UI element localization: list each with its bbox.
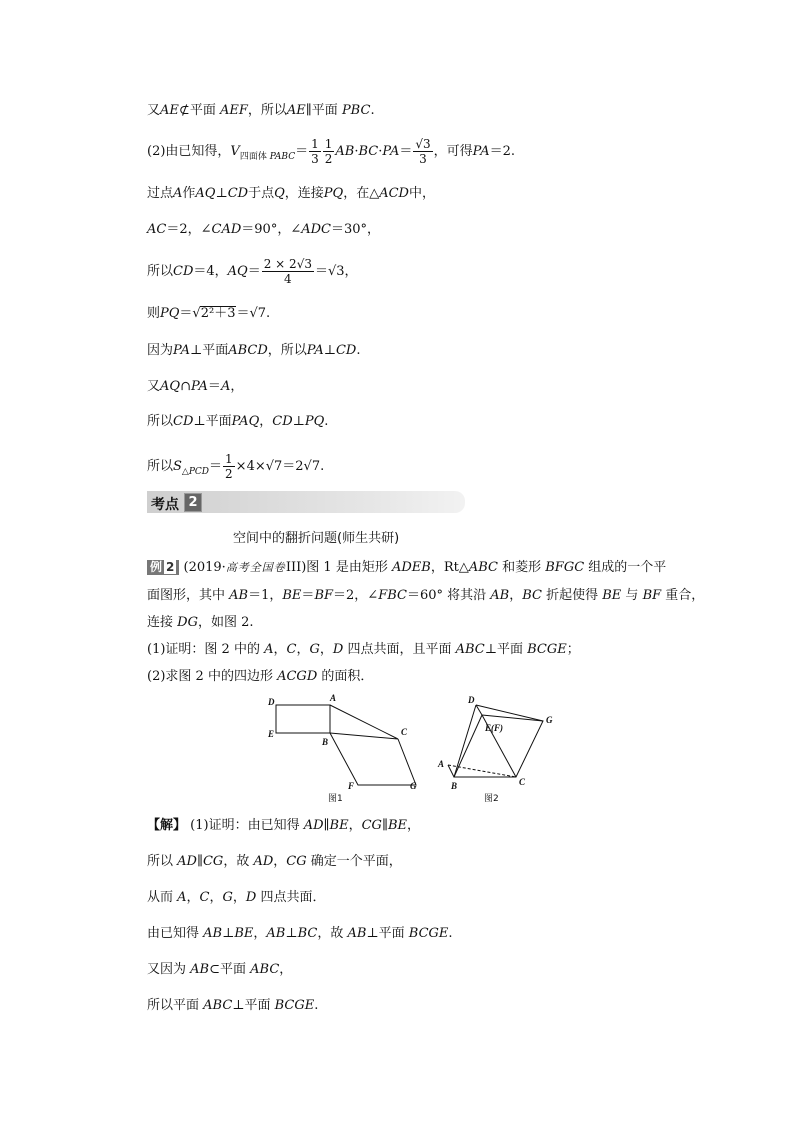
solution-line-5: 又因为 AB⊂平面 ABC， (147, 962, 293, 977)
fig1-label-a: A (330, 693, 337, 703)
fraction-aq: $\frac{2 \times 2√3}{4}$ (263, 257, 312, 286)
fraction-one-third: $\frac{1}{3}$ (311, 137, 319, 166)
figure-2 (448, 705, 543, 777)
fig2-label-ef: E(F) (485, 723, 503, 733)
solution-line-6: 所以平面 ABC⊥平面 BCGE. (147, 998, 319, 1013)
fig2-label-b: B (451, 781, 458, 791)
fig1-label-c: C (401, 727, 408, 737)
fig1-caption: 图1 (328, 794, 343, 804)
text-line-7: 因为PA⊥平面ABCD，所以PA⊥CD. (147, 343, 361, 358)
text-line-5: 所以CD＝4，AQ＝ $\frac{2 \times 2√3}{4}$ ＝√3， (147, 257, 358, 286)
text-line-9: 所以CD⊥平面PAQ，CD⊥PQ. (147, 414, 329, 429)
fig2-label-c: C (519, 777, 526, 787)
fig2-edge-e-g (482, 715, 543, 721)
example-line-1: 例 2 (2019·高考全国卷III)图 1 是由矩形 ADEB，Rt△ABC 和菱形 BFGC 组成的一个平 (147, 559, 666, 577)
solution-line-1: 【解】 (1)证明：由已知得 AD∥BE，CG∥BE， (147, 818, 421, 833)
kaodian-header-bar (147, 491, 465, 513)
example-line-2: 面图形，其中 AB＝1，BE＝BF＝2，∠FBC＝60° 将其沿 AB，BC 折起使得 BE 与 BF 重合， (147, 588, 705, 603)
text-line-2-volume: (2)由已知得，$V_{四面体 PABC}=$ $\frac{1}{3}$ $\frac{1}{2}$ AB·BC·PA＝ $\frac{√3}{3}$ ，可得PA＝2. (147, 137, 516, 166)
fig2-edge-a-b (448, 765, 454, 777)
fold-figures (258, 693, 558, 805)
solution-line-2: 所以 AD∥CG，故 AD，CG 确定一个平面， (147, 854, 402, 869)
text-line-4: AC＝2，∠CAD＝90°，∠ADC＝30°， (147, 222, 381, 237)
fig1-label-g: G (410, 781, 417, 791)
text-line-8: 又AQ∩PA＝A， (147, 379, 244, 394)
example-line-3: 连接 DG，如图 2. (147, 615, 254, 630)
fig2-label-g: G (546, 715, 553, 725)
fraction-one-half: $\frac{1}{2}$ (324, 137, 333, 166)
fig1-label-f: F (348, 781, 355, 791)
fig2-outer-hull (454, 705, 543, 777)
fig1-triangle-abc (330, 705, 398, 739)
fig1-rhombus-bfgc (330, 733, 416, 785)
fig2-label-d: D (468, 695, 475, 705)
fig1-label-b: B (322, 737, 329, 747)
fraction-one-half-area: $\frac{1}{2}$ (225, 452, 233, 481)
figure-1 (276, 705, 416, 785)
fig1-label-d: D (268, 697, 275, 707)
fig2-label-a: A (438, 759, 445, 769)
solution-line-3: 从而 A，C，G，D 四点共面． (147, 890, 326, 905)
text-line-10-area: 所以$S_{\triangle PCD}=$ $\frac{1}{2}$ ×4×√7＝2√7. (147, 452, 325, 481)
kaodian-label: 考点 (151, 497, 179, 513)
fig2-edge-e-b (454, 715, 482, 777)
example-question-1: (1)证明：图 2 中的 A，C，G，D 四点共面，且平面 ABC⊥平面 BCGE； (147, 642, 580, 657)
example-question-2: (2)求图 2 中的四边形 ACGD 的面积． (147, 669, 374, 684)
text-line-1: 又AE⊄平面 AEF，所以AE∥平面 PBC. (147, 103, 375, 118)
section-title: 空间中的翻折问题(师生共研) (233, 531, 400, 546)
fig1-rectangle-adeb (276, 705, 330, 733)
example-badge: 例 2 (147, 560, 179, 575)
fig2-caption: 图2 (484, 794, 499, 804)
fraction-sqrt3-over-3: $\frac{√3}{3}$ (415, 137, 431, 166)
fig1-label-e: E (268, 729, 275, 739)
text-line-3: 过点A作AQ⊥CD于点Q，连接PQ，在△ACD中， (147, 186, 435, 201)
text-line-6: 则PQ＝√2²＋3＝√7. (147, 306, 271, 321)
solution-line-4: 由已知得 AB⊥BE，AB⊥BC，故 AB⊥平面 BCGE. (147, 926, 453, 941)
kaodian-number: 2 (184, 493, 202, 512)
fig2-edge-a-c-dashed (448, 765, 516, 777)
